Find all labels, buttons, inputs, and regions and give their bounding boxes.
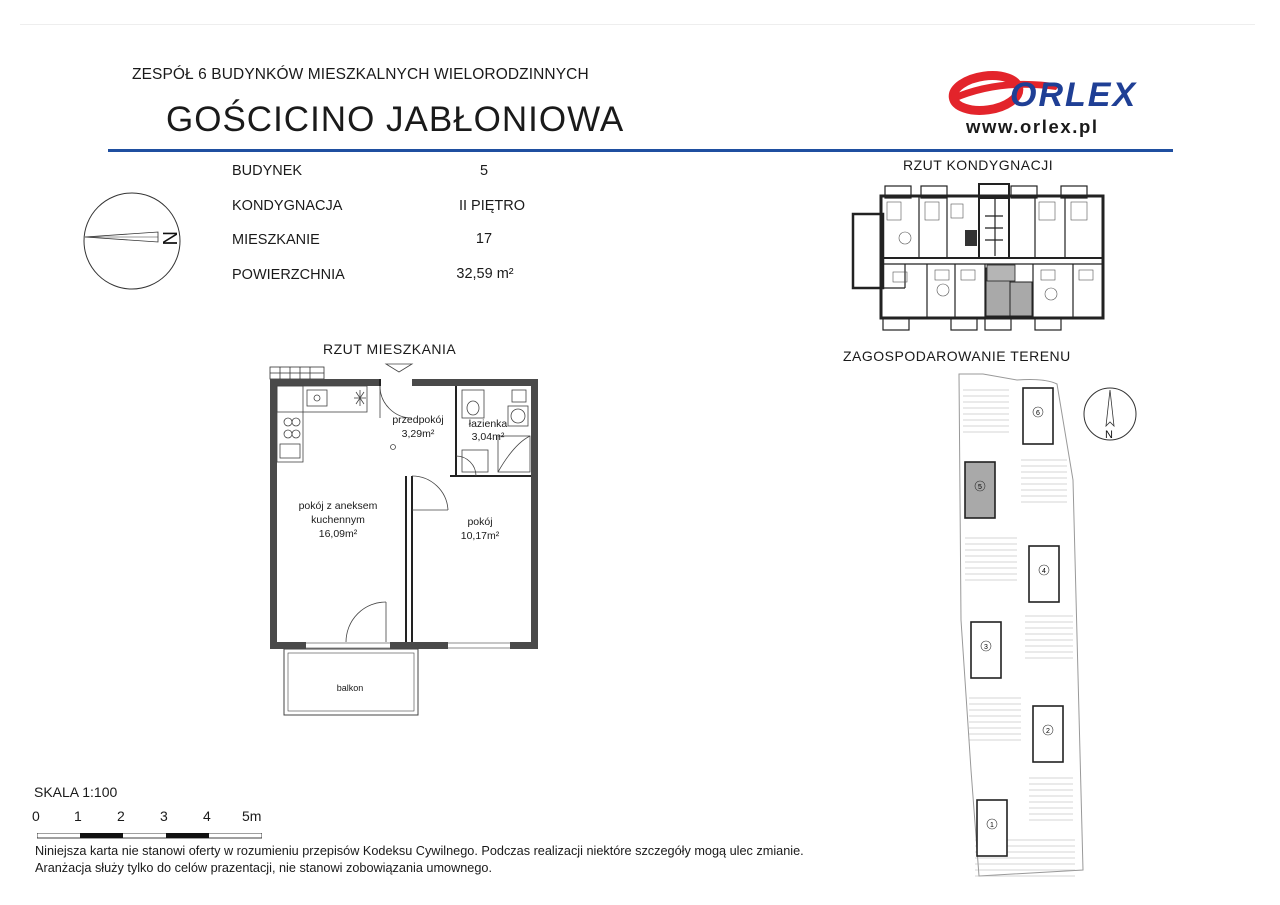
info-value-floor: II PIĘTRO	[458, 198, 526, 214]
scale-tick-0: 0	[32, 808, 40, 824]
scale-tick-3: 3	[160, 808, 168, 824]
project-title: GOŚCICINO JABŁONIOWA	[166, 100, 625, 139]
logo-url: www.orlex.pl	[966, 116, 1099, 137]
scale-bar	[37, 826, 262, 832]
room-living-area: 16,09m²	[318, 528, 358, 540]
scale-tick-4: 4	[203, 808, 211, 824]
room-bathroom-area: 3,04m²	[471, 431, 505, 443]
room-living-name-line2: kuchennym	[311, 514, 365, 526]
site-compass-north-label: N	[1105, 429, 1113, 441]
info-value-building: 5	[479, 163, 489, 179]
compass	[82, 191, 182, 291]
info-label-area: POWIERZCHNIA	[232, 267, 345, 283]
info-value-apartment: 17	[475, 231, 493, 247]
room-hallway-area: 3,29m²	[401, 428, 435, 440]
room-living-name-line1: pokój z aneksem	[298, 500, 378, 512]
site-building-label-5: 5	[978, 484, 982, 491]
room-bedroom-area: 10,17m²	[460, 530, 500, 542]
site-building-label-1: 1	[990, 822, 994, 829]
site-building-label-2: 2	[1046, 728, 1050, 735]
scale-tick-1: 1	[74, 808, 82, 824]
compass-north-label: N	[158, 231, 180, 246]
site-building-label-4: 4	[1042, 568, 1046, 575]
site-plan-title: ZAGOSPODAROWANIE TERENU	[843, 348, 1071, 364]
scale-tick-2: 2	[117, 808, 125, 824]
floor-plan-drawing	[845, 178, 1120, 336]
room-bathroom-name: łazienka	[468, 418, 508, 430]
floor-plan-title: RZUT KONDYGNACJI	[903, 157, 1054, 173]
project-subtitle: ZESPÓŁ 6 BUDYNKÓW MIESZKALNYCH WIELORODZINNYCH	[132, 66, 589, 83]
info-label-building: BUDYNEK	[232, 163, 303, 179]
info-label-apartment: MIESZKANIE	[232, 232, 320, 248]
scale-tick-5: 5m	[242, 808, 262, 824]
site-building-label-6: 6	[1036, 410, 1040, 417]
page-frame	[20, 24, 1255, 25]
room-bedroom-name: pokój	[467, 516, 493, 528]
logo-wordmark: ORLEX	[1010, 76, 1138, 114]
site-plan-drawing	[955, 370, 1085, 880]
disclaimer	[35, 843, 804, 876]
header-divider	[108, 149, 1173, 152]
info-label-floor: KONDYGNACJA	[232, 198, 343, 214]
disclaimer-line-2: Aranżacja służy tylko do celów prazentacji, nie stanowi zobowiązania umownego.	[35, 860, 492, 875]
site-building-label-3: 3	[984, 644, 988, 651]
disclaimer-line-1: Niniejsza karta nie stanowi oferty w rozumieniu przepisów Kodeksu Cywilnego. Podczas realizacji niektóre szczegóły mogą ulec zmianie.	[35, 844, 804, 858]
room-hallway-name: przedpokój	[392, 414, 444, 426]
scale-label: SKALA 1:100	[34, 784, 118, 800]
info-value-area: 32,59 m²	[456, 266, 514, 282]
site-compass	[1082, 386, 1138, 442]
room-balcony-name: balkon	[336, 683, 364, 693]
apartment-plan-title: RZUT MIESZKANIA	[323, 341, 457, 357]
